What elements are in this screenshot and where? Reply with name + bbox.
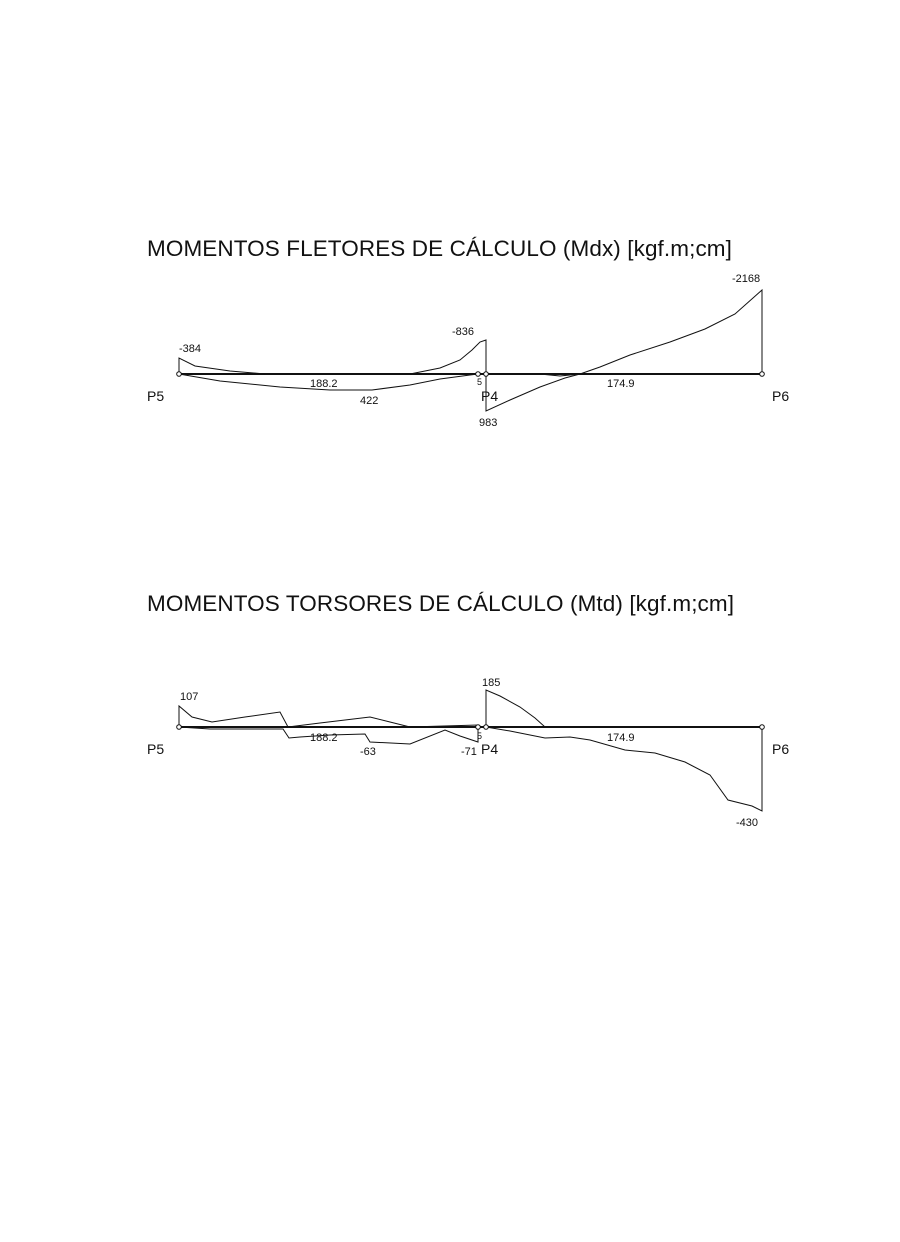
support-label-p4: P4: [481, 741, 499, 757]
support-label-p6: P6: [772, 388, 790, 404]
small-label-5: 5: [477, 377, 483, 387]
moment-value-p5: -384: [179, 343, 202, 355]
node-p4-left: [476, 725, 481, 730]
bending-moment-diagram: [0, 260, 900, 450]
small-label-5: 5: [477, 731, 483, 741]
torsion-curve-span2-positive: [486, 690, 545, 727]
moment-value-p4-negative: -836: [452, 326, 475, 338]
moment-curve-span1-negative: [179, 358, 265, 374]
torsion-value-p6: -430: [736, 817, 759, 829]
torsion-moment-diagram: [0, 660, 900, 850]
moment-value-p4-positive: 983: [479, 417, 498, 429]
torsion-value-span1: -63: [360, 746, 376, 758]
torsion-value-p4-right: 185: [482, 677, 501, 689]
node-p6: [760, 725, 765, 730]
node-p4-right: [484, 725, 489, 730]
span-length-1: 188.2: [310, 732, 338, 744]
support-label-p5: P5: [147, 741, 165, 757]
support-label-p4: P4: [481, 388, 499, 404]
node-p4-left: [476, 372, 481, 377]
moment-value-p6: -2168: [732, 273, 761, 285]
node-p6: [760, 372, 765, 377]
moment-curve-support-p4-negative: [410, 340, 486, 374]
torsion-moment-title: MOMENTOS TORSORES DE CÁLCULO (Mtd) [kgf.m;cm]: [147, 591, 735, 616]
support-label-p5: P5: [147, 388, 165, 404]
moment-curve-span2: [486, 290, 762, 411]
node-p4-right: [484, 372, 489, 377]
torsion-curve-span1-upper: [179, 706, 478, 727]
span-length-2: 174.9: [607, 732, 635, 744]
node-p5: [177, 725, 182, 730]
node-p5: [177, 372, 182, 377]
span-length-1: 188.2: [310, 378, 338, 390]
bending-moment-title: MOMENTOS FLETORES DE CÁLCULO (Mdx) [kgf.m;cm]: [147, 236, 732, 261]
span-length-2: 174.9: [607, 378, 635, 390]
torsion-value-p5: 107: [180, 691, 199, 703]
support-label-p6: P6: [772, 741, 790, 757]
torsion-value-p4-left: -71: [461, 746, 477, 758]
moment-value-span1: 422: [360, 395, 379, 407]
